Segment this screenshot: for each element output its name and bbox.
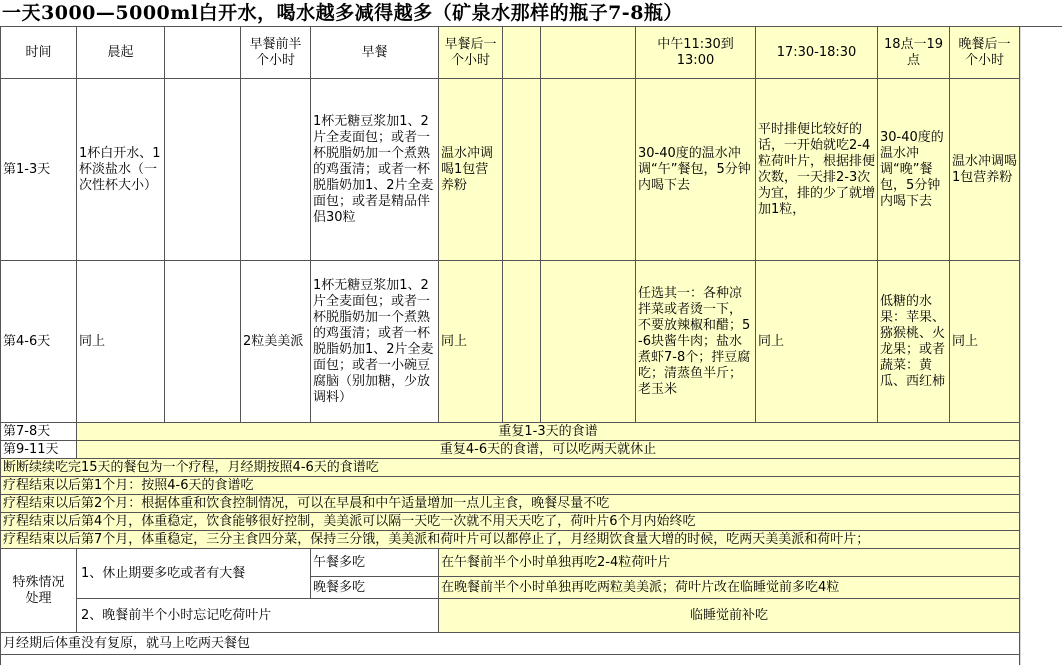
cell-day4-6-after-dinner[interactable]: 同上	[950, 261, 1020, 423]
header-time[interactable]: 时间	[1, 27, 77, 79]
row-label-day9-11[interactable]: 第9-11天	[1, 441, 77, 459]
special-label-text: 特殊情况处理	[12, 574, 65, 606]
header-after-breakfast-text: 早餐后一个小时	[444, 36, 497, 68]
note-row[interactable]: 疗程结束以后第7个月，体重稳定，三分主食四分菜，保持三分饿，美美派和荷叶片可以都停止了，月经期饮食量大增的时候，吃两天美美派和荷叶片；	[1, 531, 1020, 549]
header-morning[interactable]: 晨起	[77, 27, 165, 79]
gridline	[1020, 26, 1021, 665]
cell-day4-6-empty[interactable]	[165, 261, 241, 423]
row-label-day7-8[interactable]: 第7-8天	[1, 423, 77, 441]
header-before-breakfast[interactable]	[241, 27, 311, 79]
header-evening[interactable]	[878, 27, 950, 79]
special-item-1a-text[interactable]: 在午餐前半个小时单独再吃2-4粒荷叶片	[439, 549, 1020, 577]
cell-day9-11-content[interactable]: 重复4-6天的食谱，可以吃两天就休止	[77, 441, 1020, 459]
special-item-2[interactable]: 2、晚餐前半个小时忘记吃荷叶片	[77, 599, 439, 633]
empty-row[interactable]	[1, 655, 1020, 665]
note-row[interactable]: 断断续续吃完15天的餐包为一个疗程，月经期按照4-6天的食谱吃	[1, 459, 1020, 477]
special-label[interactable]	[1, 549, 77, 633]
cell-day4-6-evening[interactable]: 低糖的水果：苹果、猕猴桃、火龙果；或者蔬菜：黄瓜、西红柿	[878, 261, 950, 423]
header-empty-2[interactable]	[503, 27, 541, 79]
header-evening-text: 18点一19点	[883, 36, 944, 68]
cell-day1-3-before-breakfast[interactable]	[241, 79, 311, 261]
cell-day1-3-afternoon[interactable]: 平时排便比较好的话，一开始就吃2-4粒荷叶片，根据排便次数，一天排2-3次为宜，排的少了就增加1粒，	[756, 79, 878, 261]
header-noon[interactable]	[636, 27, 756, 79]
header-breakfast[interactable]: 早餐	[311, 27, 439, 79]
cell-day1-3-breakfast[interactable]: 1杯无糖豆浆加1、2片全麦面包；或者一杯脱脂奶加一个煮熟的鸡蛋清；或者一杯脱脂奶加1、2片全麦面包；或者是精品伴侣30粒	[311, 79, 439, 261]
cell-day4-6-breakfast[interactable]: 1杯无糖豆浆加1、2片全麦面包；或者一杯脱脂奶加一个煮熟的鸡蛋清；或者一杯脱脂奶加1、2片全麦面包；或者一小碗豆腐脑（别加糖，少放调料）	[311, 261, 439, 423]
footer-note[interactable]: 月经期后体重没有复原，就马上吃两天餐包	[1, 633, 1020, 655]
row-label-day1-3[interactable]: 第1-3天	[1, 79, 77, 261]
row-label-day4-6[interactable]: 第4-6天	[1, 261, 77, 423]
cell-day4-6-afternoon[interactable]: 同上	[756, 261, 878, 423]
special-item-1b-text[interactable]: 在晚餐前半个小时单独再吃两粒美美派；荷叶片改在临睡觉前多吃4粒	[439, 577, 1020, 599]
sheet-title[interactable]: 一天3000—5000ml白开水，喝水越多减得越多（矿泉水那样的瓶子7-8瓶）	[2, 2, 683, 24]
special-item-1[interactable]: 1、休止期要多吃或者有大餐	[77, 549, 311, 599]
header-before-breakfast-text: 早餐前半个小时	[249, 36, 302, 68]
header-afternoon[interactable]: 17:30-18:30	[756, 27, 878, 79]
cell-day7-8-content[interactable]: 重复1-3天的食谱	[77, 423, 1020, 441]
special-item-1b-label[interactable]: 晚餐多吃	[311, 577, 439, 599]
cell-day1-3-after-breakfast[interactable]: 温水冲调喝1包营养粉	[439, 79, 503, 261]
special-item-2-text[interactable]: 临睡觉前补吃	[439, 599, 1020, 633]
cell-day1-3-after-dinner[interactable]: 温水冲调喝1包营养粉	[950, 79, 1020, 261]
note-row[interactable]: 疗程结束以后第4个月，体重稳定，饮食能够很好控制，美美派可以隔一天吃一次就不用天天吃了，荷叶片6个月内始终吃	[1, 513, 1020, 531]
header-after-dinner[interactable]	[950, 27, 1020, 79]
header-noon-text: 中午11:30到13:00	[657, 36, 734, 68]
cell-day4-6-after-breakfast[interactable]: 同上	[439, 261, 503, 423]
note-row[interactable]: 疗程结束以后第1个月：按照4-6天的食谱吃	[1, 477, 1020, 495]
cell-day4-6-before-breakfast[interactable]: 2粒美美派	[241, 261, 311, 423]
cell-day4-6-empty-3[interactable]	[541, 261, 636, 423]
cell-day1-3-noon[interactable]: 30-40度的温水冲调“午”餐包，5分钟内喝下去	[636, 79, 756, 261]
cell-day1-3-empty-3[interactable]	[541, 79, 636, 261]
cell-day4-6-noon[interactable]: 任选其一：各种凉拌菜或者烫一下，不要放辣椒和醋；5-6块酱牛肉；盐水煮虾7-8个；拌豆腐吃；清蒸鱼半斤；老玉米	[636, 261, 756, 423]
cell-day1-3-empty-2[interactable]	[503, 79, 541, 261]
cell-day1-3-evening[interactable]: 30-40度的温水冲调“晚”餐包，5分钟内喝下去	[878, 79, 950, 261]
header-empty-1[interactable]	[165, 27, 241, 79]
cell-day1-3-empty[interactable]	[165, 79, 241, 261]
header-after-dinner-text: 晚餐后一个小时	[958, 36, 1011, 68]
header-after-breakfast[interactable]	[439, 27, 503, 79]
cell-day4-6-empty-2[interactable]	[503, 261, 541, 423]
note-row[interactable]: 疗程结束以后第2个月：根据体重和饮食控制情况，可以在早晨和中午适量增加一点儿主食，晚餐尽量不吃	[1, 495, 1020, 513]
cell-day4-6-morning[interactable]: 同上	[77, 261, 165, 423]
header-empty-3[interactable]	[541, 27, 636, 79]
special-item-1a-label[interactable]: 午餐多吃	[311, 549, 439, 577]
cell-day1-3-morning[interactable]: 1杯白开水、1杯淡盐水（一次性杯大小）	[77, 79, 165, 261]
